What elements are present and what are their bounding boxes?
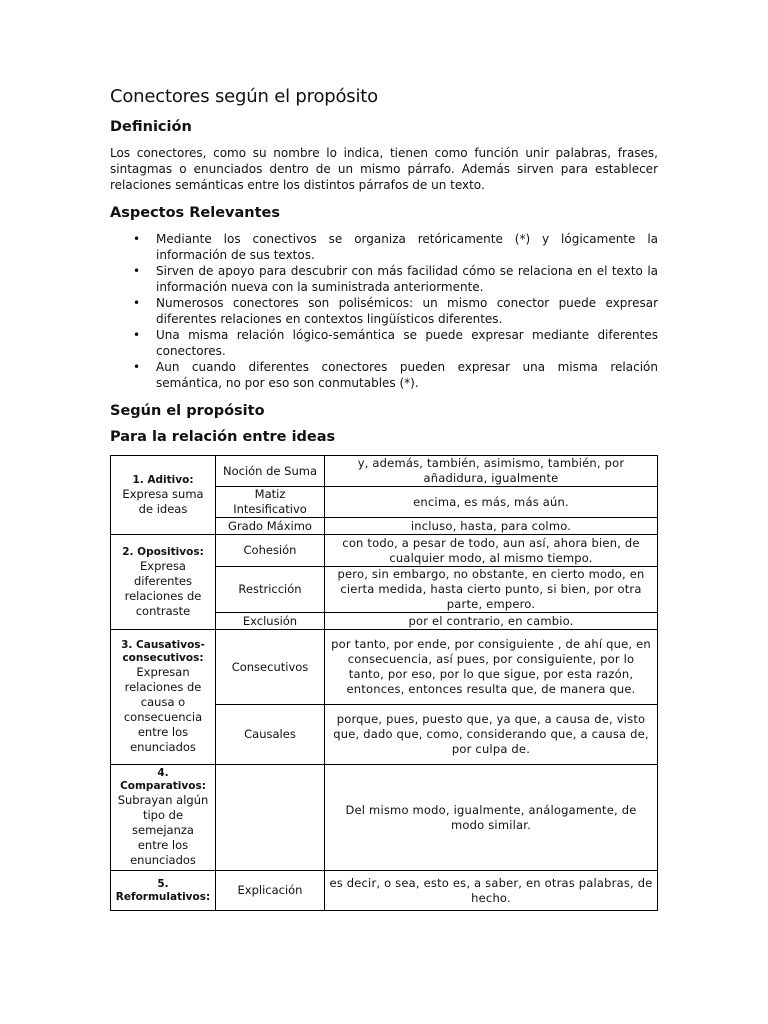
subcategory-cell bbox=[216, 765, 325, 871]
page-title: Conectores según el propósito bbox=[110, 86, 378, 107]
connectors-cell: por tanto, por ende, por consiguiente , de ahí que, en consecuencia, así pues, por consiguiente, por lo tanto, por eso, por lo que sigue, por esta razón, entonces, entonces resulta que, de manera que. bbox=[325, 630, 658, 705]
connectors-cell: Del mismo modo, igualmente, análogamente, de modo similar. bbox=[325, 765, 658, 871]
table-row bbox=[111, 535, 658, 567]
category-label: 3. Causativos-consecutivos: bbox=[121, 639, 205, 664]
aspectos-heading: Aspectos Relevantes bbox=[110, 205, 280, 221]
subcategory-cell: Matiz Intesificativo bbox=[216, 487, 325, 518]
list-item: • Numerosos conectores son polisémicos: un mismo conector puede expresar diferentes relaciones en contextos lingüísticos diferentes. bbox=[156, 295, 658, 327]
list-item: • Una misma relación lógico-semántica se puede expresar mediante diferentes conectores. bbox=[156, 327, 658, 359]
category-description: Expresa suma de ideas bbox=[122, 486, 204, 516]
subcategory-cell: Consecutivos bbox=[216, 630, 325, 705]
category-description: Expresa diferentes relaciones de contraste bbox=[124, 558, 202, 618]
category-label: 1. Aditivo: bbox=[132, 473, 194, 486]
table-row bbox=[111, 765, 658, 871]
category-description: Subrayan algún tipo de semejanza entre los enunciados bbox=[117, 793, 209, 867]
subcategory-cell: Exclusión bbox=[216, 613, 325, 630]
connectors-cell: incluso, hasta, para colmo. bbox=[325, 518, 658, 535]
category-label: 5. Reformulativos: bbox=[115, 877, 211, 903]
list-item: • Mediante los conectivos se organiza retóricamente (*) y lógicamente la información de sus textos. bbox=[156, 231, 658, 263]
category-cell bbox=[111, 456, 216, 535]
connectors-cell: pero, sin embargo, no obstante, en cierto modo, en cierta medida, hasta cierto punto, si bien, por otra parte, empero. bbox=[325, 567, 658, 613]
category-cell bbox=[111, 535, 216, 630]
subcategory-cell: Noción de Suma bbox=[216, 456, 325, 487]
table-row bbox=[111, 630, 658, 705]
table-row bbox=[111, 456, 658, 487]
connectors-cell: es decir, o sea, esto es, a saber, en otras palabras, de hecho. bbox=[325, 871, 658, 911]
category-label: 2. Opositivos: bbox=[122, 545, 204, 558]
connectors-cell: por el contrario, en cambio. bbox=[325, 613, 658, 630]
list-item: • Aun cuando diferentes conectores pueden expresar una misma relación semántica, no por eso son conmutables (*). bbox=[156, 359, 658, 391]
category-description: Expresan relaciones de causa o consecuencia entre los enunciados bbox=[123, 665, 203, 754]
subcategory-cell: Restricción bbox=[216, 567, 325, 613]
connectors-cell: con todo, a pesar de todo, aun así, ahora bien, de cualquier modo, al mismo tiempo. bbox=[325, 535, 658, 567]
aspectos-list bbox=[110, 231, 658, 391]
subcategory-cell: Causales bbox=[216, 705, 325, 765]
table-row bbox=[111, 871, 658, 911]
list-item: • Sirven de apoyo para descubrir con más facilidad cómo se relaciona en el texto la información nueva con la suministrada anteriormente. bbox=[156, 263, 658, 295]
subcategory-cell: Explicación bbox=[216, 871, 325, 911]
relacion-heading: Para la relación entre ideas bbox=[110, 429, 336, 445]
category-cell bbox=[111, 765, 216, 871]
subcategory-cell: Grado Máximo bbox=[216, 518, 325, 535]
category-cell bbox=[111, 871, 216, 911]
connectors-cell: encima, es más, más aún. bbox=[325, 487, 658, 518]
document-content bbox=[110, 86, 658, 911]
definicion-heading: Definición bbox=[110, 119, 192, 135]
connectors-table bbox=[110, 455, 658, 911]
segun-heading: Según el propósito bbox=[110, 403, 265, 419]
subcategory-cell: Cohesión bbox=[216, 535, 325, 567]
definicion-paragraph: Los conectores, como su nombre lo indica, tienen como función unir palabras, frases, sintagmas o enunciados dentro de un mismo párrafo. Además sirven para establecer relaciones semánticas entre los distintos párrafos de un texto. bbox=[110, 146, 658, 192]
connectors-cell: y, además, también, asimismo, también, por añadidura, igualmente bbox=[325, 456, 658, 487]
connectors-cell: porque, pues, puesto que, ya que, a causa de, visto que, dado que, como, considerando que, a causa de, por culpa de. bbox=[325, 705, 658, 765]
category-label: 4. Comparativos: bbox=[120, 767, 206, 792]
category-cell bbox=[111, 630, 216, 765]
